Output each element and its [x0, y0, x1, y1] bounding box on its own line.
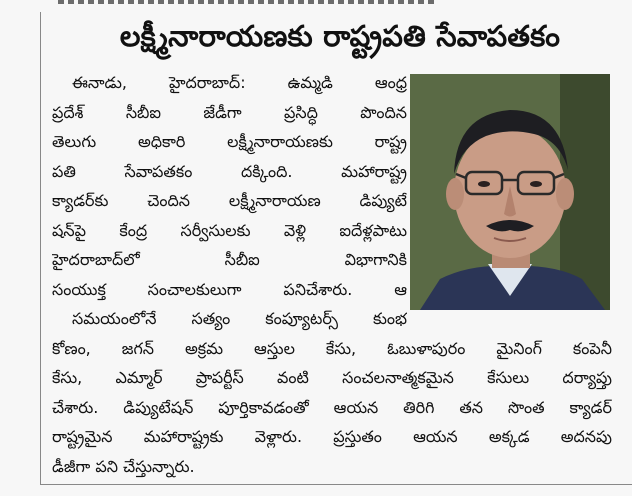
- article-line: కోణం, జగన్ అక్రమ ఆస్తుల కేసు, ఓబుళాపురం మైనింగ్ కంపెనీ: [52, 338, 612, 358]
- column-rule-left: [40, 12, 41, 484]
- article-line: పతి సేవాపతకం దక్కింది. మహారాష్ట్ర: [52, 161, 407, 181]
- article-line: క్యాడర్‌కు చెందిన లక్ష్మీనారాయణ డిప్యుటే: [52, 191, 407, 210]
- article-line: కేసు, ఎమ్మార్ ప్రాపర్టీస్ వంటి సంచలనాత్మకమైన కేసులు దర్యాప్తు: [52, 368, 612, 387]
- article-line: ప్రదేశ్ సీబీఐ జేడీగా ప్రసిద్ధి పొందిన: [52, 102, 407, 122]
- article-line: సంయుక్త సంచాలకులుగా పనిచేశారు. ఆ: [52, 279, 407, 299]
- column-rule-bottom: [40, 484, 632, 485]
- cut-off-previous-line: [58, 0, 438, 8]
- article-line: ఈనాడు, హైదరాబాద్: ఉమ్మడి ఆంధ్ర: [72, 73, 407, 92]
- article-line: రాష్ట్రమైన మహారాష్ట్రకు వెళ్లారు. ప్రస్తుతం ఆయన అక్కడ అదనపు: [52, 427, 612, 446]
- article-line: చేశారు. డిప్యుటేషన్ పూర్తికావడంతో ఆయన తిరిగి తన సొంత క్యాడర్: [52, 397, 612, 417]
- article-body: [52, 68, 612, 481]
- article-line: హైదరాబాద్‌లో సీబీఐ విభాగానికి: [52, 250, 407, 269]
- article-line: షన్‌పై కేంద్ర సర్వీసులకు వెళ్లి ఐదేళ్లపాటు: [52, 220, 407, 240]
- article-headline: లక్ష్మీనారాయణకు రాష్ట్రపతి సేవాపతకం: [119, 19, 561, 53]
- article-line: తెలుగు అధికారి లక్ష్మీనారాయణకు రాష్ట్ర: [52, 132, 407, 151]
- article-line: సమయంలోనే సత్యం కంప్యూటర్స్ కుంభ: [72, 309, 407, 328]
- article-line: డీజీగా పని చేస్తున్నారు.: [52, 456, 195, 476]
